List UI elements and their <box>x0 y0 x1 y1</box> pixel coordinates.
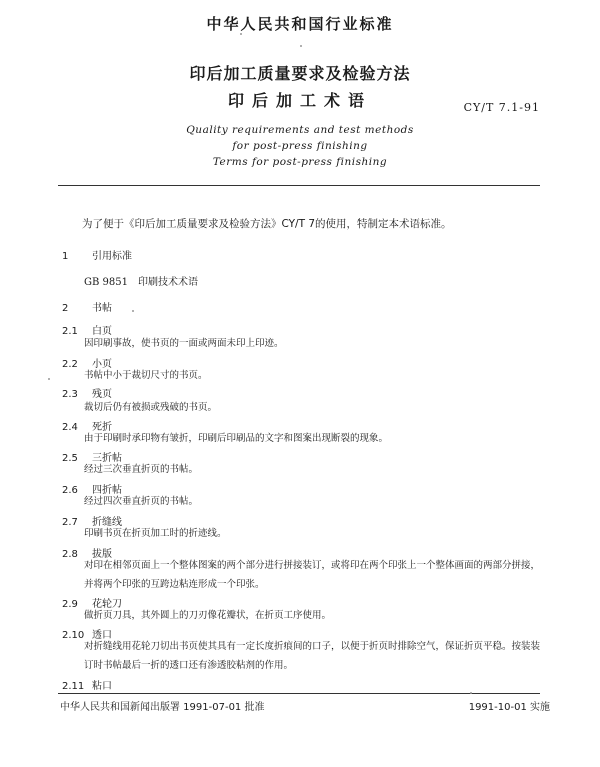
scan-speck <box>132 310 134 312</box>
term-title: 透口 <box>92 630 112 641</box>
footer-rule <box>58 693 540 694</box>
term-number: 2.1 <box>62 326 78 337</box>
term-definition: 对折缝线用花轮刀切出书页使其具有一定长度折痕间的口子，以便于折页时排除空气，保证折页平稳。按装装订时书帖最后一折的透口还有渗透胶粘剂的作用。 <box>84 641 541 671</box>
term-heading <box>62 677 112 692</box>
section-title: 引用标准 <box>92 251 132 262</box>
term-number: 2.3 <box>62 389 78 400</box>
header-rule <box>58 185 540 186</box>
term-number: 2.10 <box>62 630 85 641</box>
document-subtitle: 印后加工术语 <box>227 91 372 110</box>
reference-title: 印刷技术术语 <box>137 277 198 288</box>
term-definition: 由于印刷时承印物有皱折，印刷后印刷品的文字和图案出现断裂的现象。 <box>84 433 389 444</box>
term-title: 花轮刀 <box>92 599 122 610</box>
term-number: 2.6 <box>62 485 78 496</box>
scan-speck <box>470 692 472 694</box>
term-number: 2.5 <box>62 453 78 464</box>
term-title: 残页 <box>92 389 112 400</box>
section-title: 书帖 <box>92 303 112 314</box>
reference-entry <box>84 273 198 288</box>
intro-paragraph: 为了便于《印后加工质量要求及检验方法》CY/T 7的使用，特制定本术语标准。 <box>82 218 452 230</box>
document-title: 印后加工质量要求及检验方法 <box>189 64 411 83</box>
term-definition: 做折页刀具，其外圆上的刀刃像花瓣状，在折页工序使用。 <box>84 610 332 621</box>
section-number: 2 <box>62 303 69 314</box>
term-title: 小页 <box>92 359 112 370</box>
term-number: 2.4 <box>62 422 78 433</box>
section-number: 1 <box>62 251 69 262</box>
term-title: 四折帖 <box>92 485 122 496</box>
reference-code: GB 9851 <box>84 277 128 288</box>
term-title: 死折 <box>92 422 112 433</box>
term-definition: 因印刷事故，使书页的一面或两面未印上印迹。 <box>84 338 284 349</box>
standard-code: CY/T 7.1-91 <box>463 101 540 114</box>
term-title: 拔版 <box>92 549 112 560</box>
term-number: 2.8 <box>62 549 78 560</box>
term-definition: 印刷书页在折页加工时的折迹线。 <box>84 528 227 539</box>
term-definition: 经过三次垂直折页的书帖。 <box>84 464 199 475</box>
implementation-date: 1991-10-01 实施 <box>468 702 550 713</box>
approval-info: 中华人民共和国新闻出版署 1991-07-01 批准 <box>60 702 265 713</box>
section-heading <box>62 299 112 314</box>
term-number: 2.7 <box>62 517 78 528</box>
section-heading <box>62 247 132 262</box>
scan-speck <box>48 378 50 380</box>
term-definition: 裁切后仍有被损或残破的书页。 <box>84 402 218 413</box>
english-title-line: for post-press finishing <box>232 140 368 152</box>
english-title-line: Terms for post-press finishing <box>212 156 388 168</box>
term-title: 粘口 <box>92 681 112 692</box>
standard-org-header: 中华人民共和国行业标准 <box>206 15 394 33</box>
term-title: 折缝线 <box>92 517 122 528</box>
term-number: 2.9 <box>62 599 78 610</box>
scan-speck <box>240 33 242 35</box>
term-title: 三折帖 <box>92 453 122 464</box>
term-definition: 书帖中小于裁切尺寸的书页。 <box>84 370 208 381</box>
scan-speck <box>300 45 302 47</box>
term-number: 2.2 <box>62 359 78 370</box>
term-definition: 经过四次垂直折页的书帖。 <box>84 496 199 507</box>
term-definition: 对印在相邻页面上一个整体图案的两个部分进行拼接装订，或将印在两个印张上一个整体画面的两部分拼接，并将两个印张的互跨边粘连形成一个印张。 <box>84 560 541 590</box>
term-number: 2.11 <box>62 681 85 692</box>
term-title: 白页 <box>92 326 112 337</box>
english-title-line: Quality requirements and test methods <box>186 124 414 136</box>
